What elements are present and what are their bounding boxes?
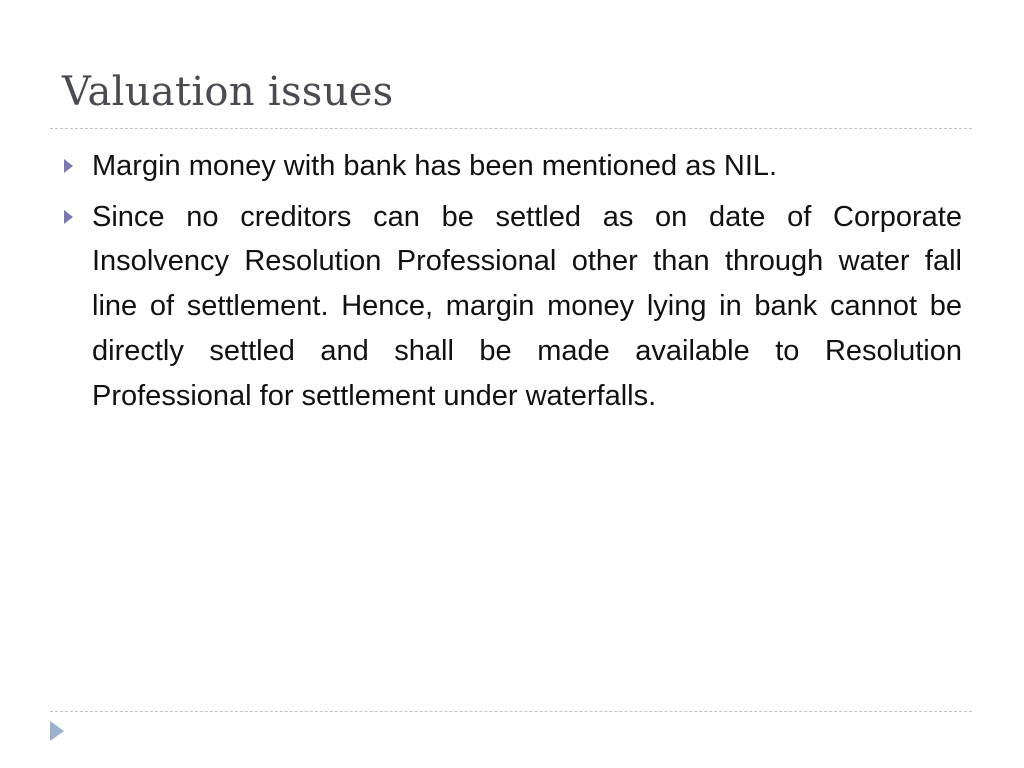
footer-triangle-icon [50, 721, 64, 741]
bullet-item [62, 144, 962, 189]
triangle-right-icon [64, 159, 73, 173]
title-divider [50, 128, 972, 129]
bullet-item [62, 195, 962, 419]
bullet-text: Since no creditors can be settled as on date of Corporate Insolvency Resolution Professional other than through water fall line of settlement. Hence, margin money lying in bank cannot be directly settled and shall be made available to Resolution Professional for settlement under waterfalls. [92, 200, 962, 412]
slide-body [62, 144, 962, 424]
footer-divider [50, 711, 972, 712]
slide-title: Valuation issues [62, 69, 394, 115]
triangle-right-icon [64, 210, 73, 224]
bullet-text: Margin money with bank has been mentioned as NIL. [92, 150, 778, 182]
